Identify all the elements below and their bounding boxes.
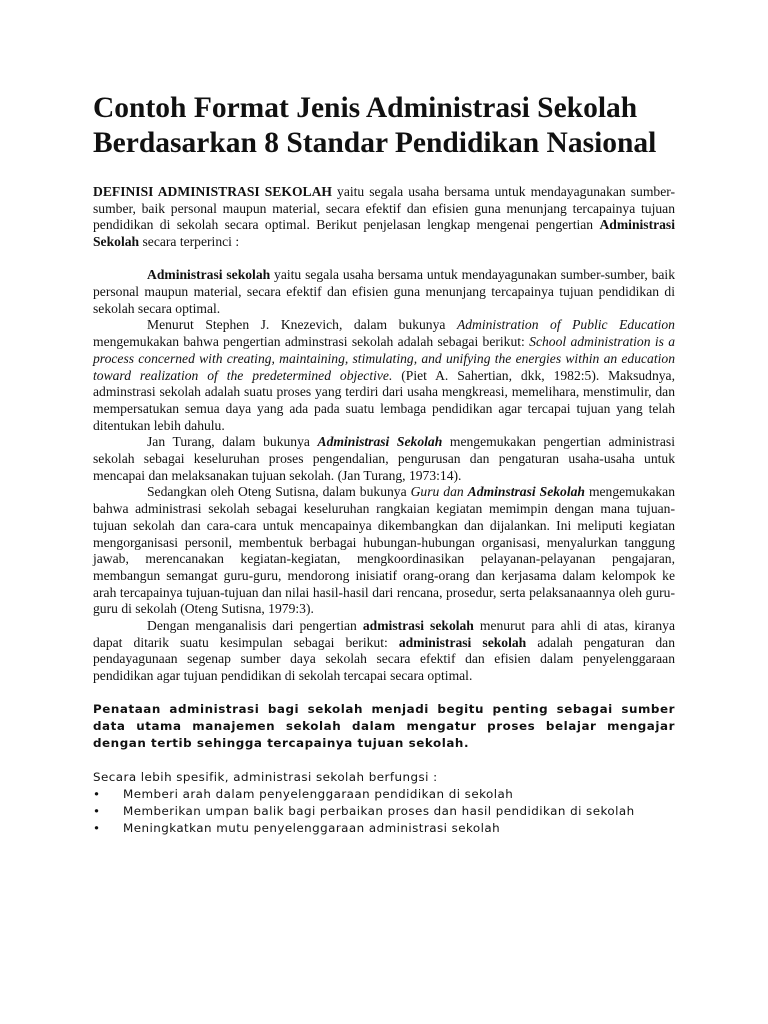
conclusion-text-c: adalah pengaturan dan pendayagunaan segenap sumber daya sekolah secara efektif dan efisien dalam penyelenggaraan pendidikan agar tujuan pendidikan di sekolah tercapai secara optimal. (93, 634, 675, 684)
knezevich-quote: School administration is a process concerned with creating, maintaining, stimulating, and unifying the energies within an education toward realization of the predetermined objective. (93, 334, 676, 383)
list-item-text: Memberikan umpan balik bagi perbaikan proses dan hasil pendidikan di sekolah (123, 803, 635, 818)
list-item (93, 803, 675, 820)
knezevich-text-c: (Piet A. Sahertian, dkk, 1982:5). Maksudnya, adminstrasi sekolah adalah suatu proses yang terdiri dari usaha mengkreasi, memelihara, menstimulir, dan mempersatukan semua daya yang ada pada suatu lembaga pendidikan agar tercapai tujuan yang telah ditentukan lebih dahulu. (93, 367, 675, 433)
knezevich-paragraph (93, 317, 675, 434)
bullet-icon: • (93, 820, 101, 835)
knezevich-book-title: Administration of Public Education (456, 317, 675, 333)
definition-paragraph (93, 267, 675, 317)
sutisna-book-title-b: Adminstrasi Sekolah (467, 484, 585, 500)
turang-text-a: Jan Turang, dalam bukunya (147, 434, 318, 450)
intro-term-2: Administrasi Sekolah (93, 217, 675, 250)
definition-term: Administrasi sekolah (147, 267, 271, 283)
list-item-text: Meningkatkan mutu penyelenggaraan administrasi sekolah (123, 820, 501, 835)
intro-paragraph (93, 184, 675, 251)
conclusion-text-a: Dengan menganalisis dari pengertian (147, 618, 363, 634)
knezevich-text-a: Menurut Stephen J. Knezevich, dalam bukunya (147, 317, 457, 333)
definition-text: yaitu segala usaha bersama untuk mendayagunakan sumber-sumber, baik personal maupun material, secara efektif dan efisien guna menunjang tercapainya tujuan pendidikan di sekolah secara optimal. (93, 267, 676, 316)
intro-term: DEFINISI ADMINISTRASI SEKOLAH (93, 184, 332, 199)
functions-list (93, 786, 675, 837)
list-item (93, 786, 675, 803)
turang-book-title: Administrasi Sekolah (317, 434, 443, 450)
turang-paragraph (93, 434, 675, 484)
conclusion-term: admistrasi sekolah (362, 618, 474, 634)
conclusion-text-b: menurut para ahli di atas, kiranya dapat ditarik suatu kesimpulan sebagai berikut: (93, 618, 675, 650)
conclusion-term-2: administrasi sekolah (398, 634, 527, 650)
sutisna-text-b: mengemukakan bahwa administrasi sekolah sebagai keseluruhan rangkaian kegiatan memimpin dengan mana tujuan-tujuan sekolah dan cara-cara untuk mencapainya dikembangkan dan dijalankan. Ini meliputi kegiatan mengorganisasi personil, membentuk berbagai hubungan-hubungan organisasi, menyalurkan tanggung jawab, merencanakan kegiatan-kegiatan, mengkoordinasikan pelayanan-pelayanan pengajaran, membangun semangat guru-guru, mendorong inisiatif orang-orang dan kerjasama dalam kelompok ke arah tercapainya tujuan-tujuan dan nilai hasil-hasil dari rencana, prosedur, serta pelaksanaannya oleh guru-guru di sekolah (Oteng Sutisna, 1979:3). (93, 484, 676, 617)
knezevich-text-b: mengemukakan bahwa pengertian adminstrasi sekolah adalah sebagai berikut: (93, 334, 530, 350)
intro-text-a: yaitu segala usaha bersama untuk mendayagunakan sumber-sumber, baik personal maupun material, secara efektif dan efisien guna menunjang tercapainya tujuan pendidikan di sekolah secara optimal. Berikut penjelasan lengkap mengenai pengertian (93, 184, 676, 233)
conclusion-paragraph (93, 618, 675, 685)
bullet-icon: • (93, 787, 101, 802)
turang-text-b: mengemukakan pengertian administrasi sekolah sebagai keseluruhan proses pengendalian, pengurusan dan pengaturan usaha-usaha untuk mencapai dan melaksanakan tujuan sekolah. (Jan Turang, 1973:14). (93, 434, 675, 483)
intro-text-b: secara terperinci : (139, 234, 240, 250)
sutisna-text-a: Sedangkan oleh Oteng Sutisna, dalam bukunya (147, 484, 411, 500)
sutisna-paragraph (93, 484, 675, 618)
bullet-icon: • (93, 803, 101, 818)
highlight-paragraph: Penataan administrasi bagi sekolah menjadi begitu penting sebagai sumber data utama manajemen sekolah dalam mengatur proses belajar mengajar dengan tertib sehingga tercapainya tujuan sekolah. (93, 702, 675, 751)
list-item-text: Memberi arah dalam penyelenggaraan pendidikan di sekolah (123, 787, 514, 802)
list-item (93, 820, 675, 837)
page-title: Contoh Format Jenis Administrasi Sekolah Berdasarkan 8 Standar Pendidikan Nasional (93, 92, 657, 159)
functions-heading: Secara lebih spesifik, administrasi sekolah berfungsi : (93, 770, 438, 785)
sutisna-book-title-a: Guru dan (410, 484, 468, 500)
